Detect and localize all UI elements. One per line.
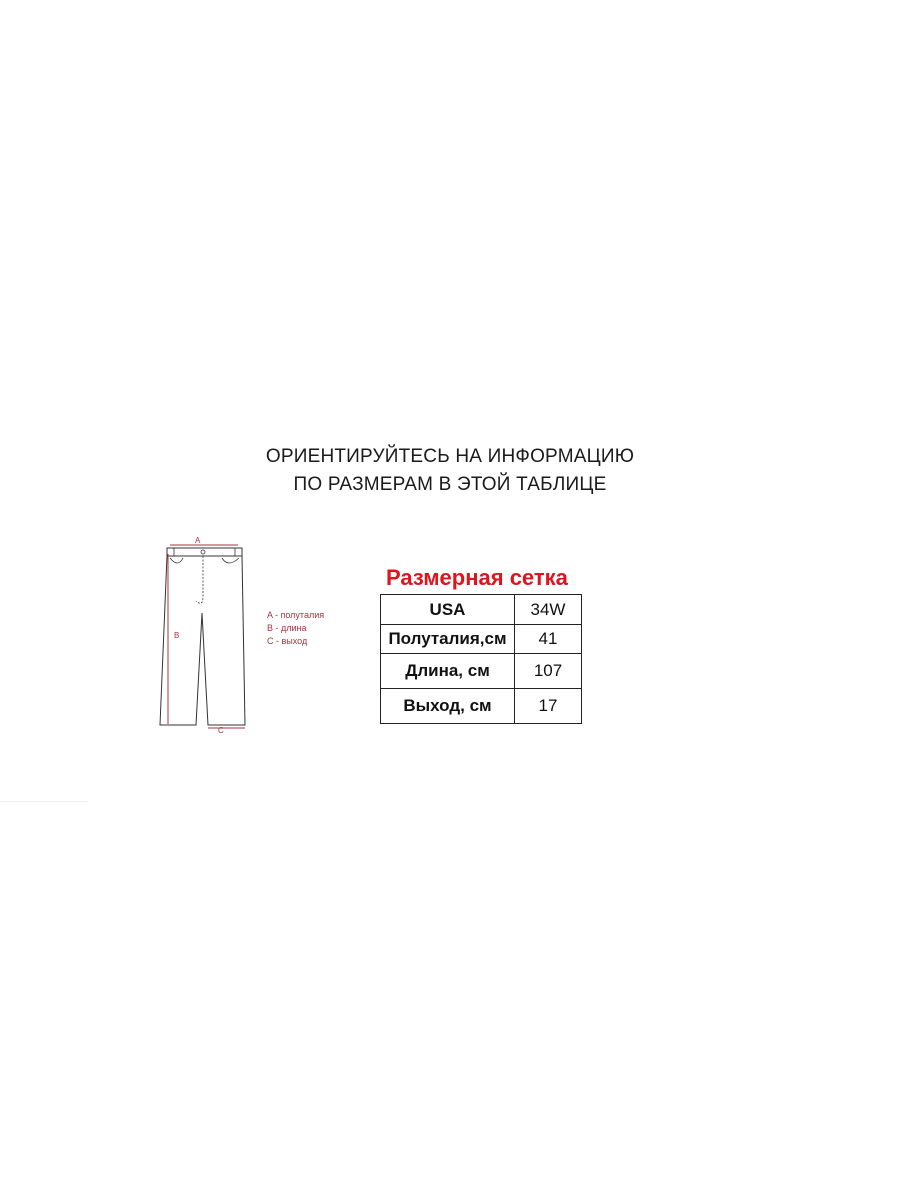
- row-value-usa: 34W: [515, 595, 582, 625]
- legend-item-b: B - длина: [267, 623, 307, 633]
- table-row: [381, 625, 582, 654]
- row-value-length: 107: [515, 654, 582, 689]
- table-row: [381, 689, 582, 724]
- measure-letter-b: B: [174, 631, 180, 640]
- row-label-rise: Выход, см: [381, 689, 515, 724]
- size-chart-table: [380, 594, 582, 724]
- trousers-diagram: [150, 535, 260, 740]
- instruction-heading-line-2: ПО РАЗМЕРАМ В ЭТОЙ ТАБЛИЦЕ: [293, 474, 607, 495]
- row-value-rise: 17: [515, 689, 582, 724]
- legend-item-a: A - полуталия: [267, 610, 325, 620]
- row-label-half-waist: Полуталия,см: [381, 625, 515, 654]
- trousers-outline-icon: [150, 535, 260, 740]
- instruction-heading: [0, 443, 900, 499]
- table-row: [381, 595, 582, 625]
- instruction-heading-line-1: ОРИЕНТИРУЙТЕСЬ НА ИНФОРМАЦИЮ: [265, 446, 635, 467]
- row-label-length: Длина, см: [381, 654, 515, 689]
- row-value-half-waist: 41: [515, 625, 582, 654]
- table-row: [381, 654, 582, 689]
- row-label-usa: USA: [381, 595, 515, 625]
- measure-letter-a: A: [195, 536, 201, 545]
- measure-letter-c: C: [218, 726, 224, 735]
- measurement-legend: [267, 609, 324, 648]
- legend-item-c: C - выход: [267, 636, 308, 646]
- size-chart-title: Размерная сетка: [386, 565, 568, 590]
- divider: [0, 801, 88, 802]
